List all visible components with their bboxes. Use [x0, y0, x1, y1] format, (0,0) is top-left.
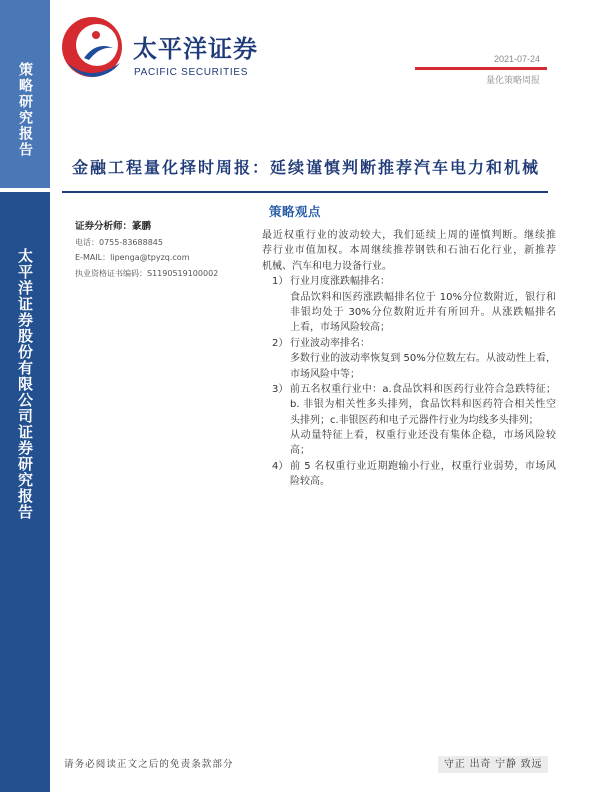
- strategy-intro-line: 最近权重行业的波动较大，我们延续上周的谨慎判断。继续推: [262, 230, 556, 241]
- title-rule: [62, 191, 548, 193]
- strategy-point-line: 头排列；c.非银医药和电子元器件行业为均线多头排列；: [290, 414, 539, 426]
- sidebar-bottom-band: [0, 192, 50, 792]
- strategy-point-item: [262, 459, 556, 490]
- analyst-name: 篆鹏: [132, 221, 152, 232]
- email-label: E-MAIL：: [75, 253, 111, 262]
- strategy-intro-line: 机械、汽车和电力设备行业。: [262, 260, 392, 272]
- strategy-point-line: 前 5 名权重行业近期跑输小行业，权重行业弱势，市场风: [290, 460, 556, 472]
- phone-label: 电话：: [75, 237, 99, 247]
- sidebar-company-label: 太平洋证券股份有限公司证券研究报告: [16, 248, 34, 520]
- brand-name-en: PACIFIC SECURITIES: [134, 67, 249, 78]
- strategy-point-line: 高；: [290, 445, 310, 457]
- analyst-email-row: [75, 250, 250, 266]
- strategy-point-item: [262, 274, 556, 336]
- sidebar-top-band: [0, 0, 50, 188]
- strategy-heading: 策略观点: [269, 204, 322, 219]
- analyst-name-row: [75, 219, 250, 235]
- footer-motto: 守正 出奇 宁静 致远: [444, 759, 543, 770]
- analyst-label: 证券分析师：: [75, 221, 133, 232]
- sidebar-report-category: 策略研究报告: [17, 62, 33, 158]
- strategy-point-line: 食品饮料和医药涨跌幅排名位于 10%分位数附近，银行和: [290, 291, 556, 303]
- strategy-body: [262, 228, 556, 490]
- strategy-point-line: 多数行业的波动率恢复到 50%分位数左右。从波动性上看，: [290, 353, 556, 365]
- report-title: 金融工程量化择时周报：延续谨慎判断推荐汽车电力和机械: [72, 158, 541, 177]
- header-red-rule: [415, 67, 547, 70]
- strategy-point-number: 4）: [272, 460, 289, 472]
- strategy-point-number: 2）: [272, 337, 289, 349]
- phone-value: 0755-83688845: [99, 237, 163, 247]
- analyst-phone-row: [75, 235, 250, 251]
- strategy-point-number: 3）: [272, 383, 289, 395]
- footer-disclaimer: 请务必阅读正文之后的免责条款部分: [64, 759, 234, 770]
- strategy-point-line: 市场风险中等；: [290, 368, 360, 380]
- strategy-point-item: [262, 336, 556, 382]
- strategy-point-line: 前五名权重行业中：a.食品饮料和医药行业符合急跌特征；: [290, 383, 556, 395]
- strategy-point-line: b. 非银为相关性多头排列，食品饮料和医药符合相关性空: [290, 399, 556, 411]
- brand-name-cn: 太平洋证券: [133, 35, 258, 63]
- strategy-point-line: 上看，市场风险较高；: [290, 322, 390, 334]
- cert-label: 执业资格证书编码：: [75, 268, 147, 278]
- analyst-cert-row: [75, 266, 250, 282]
- pacific-securities-logo-icon: [60, 13, 128, 81]
- report-date: 2021-07-24: [493, 54, 540, 64]
- strategy-point-number: 1）: [272, 276, 289, 288]
- cert-value: S1190519100002: [147, 268, 219, 278]
- strategy-point-line: 行业波动率排名：: [290, 337, 370, 349]
- strategy-point-line: 行业月度涨跌幅排名：: [290, 276, 390, 288]
- strategy-point-line: 险较高。: [290, 476, 330, 488]
- strategy-point-line: 非银均处于 30%分位数附近并有所回升。从涨跌幅排名: [290, 306, 556, 318]
- strategy-intro-line: 荐行业市值加权。本周继续推荐钢铁和石油石化行业，新推荐: [262, 245, 556, 257]
- email-value: lipenga@tpyzq.com: [110, 253, 190, 262]
- strategy-point-line: 从动量特征上看，权重行业还没有集体企稳，市场风险较: [290, 430, 556, 442]
- analyst-info: [75, 219, 250, 281]
- strategy-point-item: [262, 382, 556, 459]
- report-type: 量化策略周报: [485, 76, 540, 86]
